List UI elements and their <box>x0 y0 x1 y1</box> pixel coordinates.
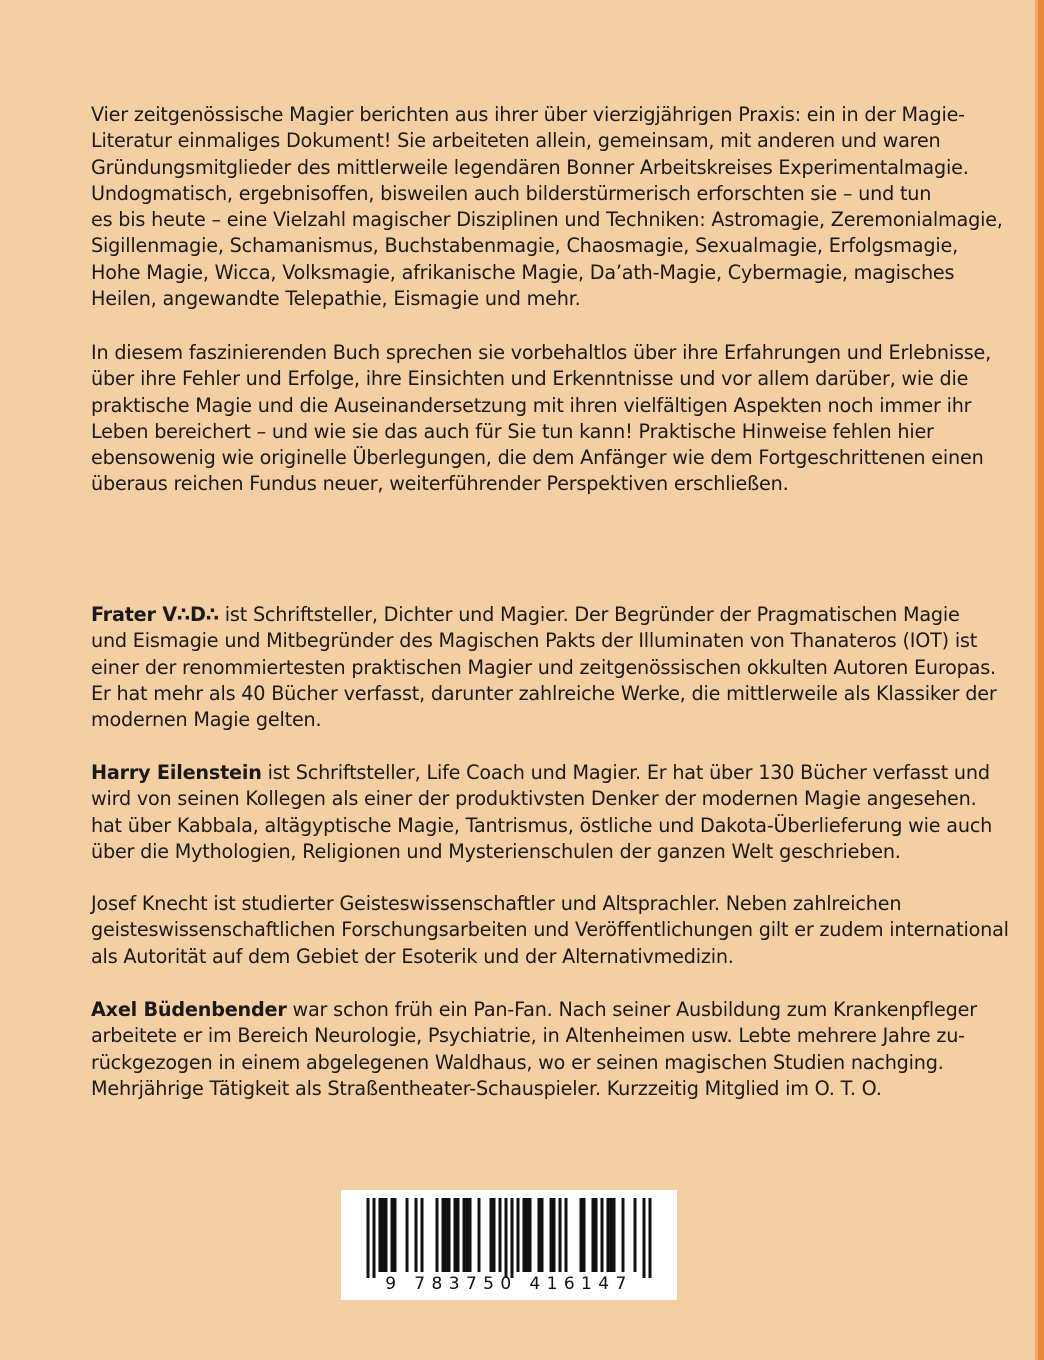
author-name: Axel Büdenbender <box>91 998 287 1021</box>
author-bio-josef <box>91 891 1021 970</box>
author-bio-line: und Eismagie und Mitbegründer des Magischen Pakts der Illuminaten von Thanateros (IOT) ist <box>91 629 978 653</box>
barcode-bar <box>523 1198 526 1272</box>
author-bio-line: einer der renommiertesten praktischen Magier und zeitgenössischen okkulten Autoren Europas. <box>91 655 996 679</box>
author-bio-frater <box>91 602 1021 733</box>
barcode-bar <box>478 1198 481 1272</box>
author-bio-line: modernen Magie gelten. <box>91 708 322 732</box>
blurb-line: Leben bereichert – und wie sie das auch für Sie tun kann! Praktische Hinweise fehlen hier <box>91 419 934 443</box>
barcode-bar <box>394 1198 397 1272</box>
barcode-bar <box>526 1198 529 1272</box>
barcode-bar <box>613 1198 616 1272</box>
barcode-bar <box>634 1198 637 1272</box>
blurb-line: Literatur einmaliges Dokument! Sie arbeiteten allein, gemeinsam, mit anderen und waren <box>91 129 941 153</box>
blurb-line: praktische Magie und die Auseinandersetzung mit ihren vielfältigen Aspekten noch immer ihr <box>91 393 972 417</box>
barcode-bar <box>607 1198 610 1272</box>
barcode-bar <box>499 1198 502 1272</box>
barcode-bar <box>415 1198 418 1272</box>
blurb-line: Heilen, angewandte Telepathie, Eismagie und mehr. <box>91 287 581 311</box>
blurb-line: über ihre Fehler und Erfolge, ihre Einsichten und Erkenntnisse und vor allem darüber, wie die <box>91 367 969 391</box>
author-bio-first-line <box>91 760 1021 786</box>
author-bio-line: wird von seinen Kollegen als einer der produktivsten Denker der modernen Magie angesehen. <box>91 787 977 811</box>
barcode-bar <box>511 1198 514 1278</box>
barcode-bar <box>406 1198 409 1272</box>
blurb-paragraph-1 <box>91 102 1021 312</box>
blurb-line: In diesem faszinierenden Buch sprechen sie vorbehaltlos über ihre Erfahrungen und Erlebnisse, <box>91 341 992 364</box>
blurb-line: Gründungsmitglieder des mittlerweile legendären Bonner Arbeitskreises Experimentalmagie. <box>91 155 969 179</box>
author-bio-line: Mehrjährige Tätigkeit als Straßentheater-Schauspieler. Kurzzeitig Mitglied im O. T. O. <box>91 1076 882 1100</box>
barcode-bar <box>559 1198 562 1272</box>
barcode-bar <box>421 1198 424 1272</box>
barcode-bar <box>493 1198 496 1272</box>
author-bio-line: hat über Kabbala, altägyptische Magie, Tantrismus, östliche und Dakota-Überlieferung wie auch <box>91 813 993 837</box>
barcode-bar <box>580 1198 583 1272</box>
barcode-bar <box>505 1198 508 1278</box>
blurb-line: Vier zeitgenössische Magier berichten aus ihrer über vierzigjährigen Praxis: ein in der Magie- <box>91 103 965 126</box>
barcode-bar <box>463 1198 466 1272</box>
barcode-bar <box>457 1198 460 1272</box>
barcode-bar <box>445 1198 448 1272</box>
isbn-digits: 9 783750 416147 <box>385 1274 633 1294</box>
barcode-bar <box>454 1198 457 1272</box>
barcode-bar <box>601 1198 604 1272</box>
blurb-line: Undogmatisch, ergebnisoffen, bisweilen auch bilderstürmerisch erforschten sie – und tun <box>91 181 932 205</box>
author-bio-axel <box>91 997 1021 1102</box>
barcode-bar <box>517 1198 520 1272</box>
barcode-bar <box>379 1198 382 1272</box>
author-bio-line: Josef Knecht ist studierter Geisteswissenschaftler und Altsprachler. Neben zahlreichen <box>91 892 902 915</box>
barcode-bar <box>448 1198 451 1272</box>
blurb-line: es bis heute – eine Vielzahl magischer Disziplinen und Techniken: Astromagie, Zeremonialmagie, <box>91 208 1003 232</box>
barcode-bar <box>469 1198 472 1272</box>
author-bio-line: geisteswissenschaftlichen Forschungsarbeiten und Veröffentlichungen gilt er zudem international <box>91 918 1009 942</box>
barcode-bar <box>565 1198 568 1272</box>
barcode-bar <box>538 1198 541 1272</box>
author-bio-first-line <box>91 602 1021 628</box>
author-bio-line: arbeitete er im Bereich Neurologie, Psychiatrie, in Altenheimen usw. Lebte mehrere Jahre zu- <box>91 1024 965 1048</box>
barcode-bar <box>490 1198 493 1272</box>
blurb-paragraph-2 <box>91 340 1021 498</box>
barcode-bar <box>550 1198 553 1272</box>
isbn-barcode <box>341 1190 677 1300</box>
blurb-line: überaus reichen Fundus neuer, weiterführender Perspektiven erschließen. <box>91 472 789 496</box>
barcode-bar <box>373 1198 376 1278</box>
author-name: Frater V∴D∴ <box>91 603 219 626</box>
author-name: Harry Eilenstein <box>91 761 262 784</box>
barcode-bar <box>436 1198 439 1272</box>
barcode-bar <box>643 1198 646 1278</box>
author-bio-line: als Autorität auf dem Gebiet der Esoterik und der Alternativmedizin. <box>91 944 734 968</box>
barcode-bar <box>466 1198 469 1272</box>
barcode-bar <box>442 1198 445 1272</box>
barcode-bar <box>592 1198 595 1272</box>
author-bio-first-line <box>91 997 1021 1023</box>
barcode-bar <box>529 1198 532 1272</box>
barcode-bar <box>367 1198 370 1278</box>
barcode-bar <box>391 1198 394 1272</box>
author-bio-harry <box>91 760 1021 865</box>
author-bio-line: Er hat mehr als 40 Bücher verfasst, darunter zahlreiche Werke, die mittlerweile als Klassiker der <box>91 681 997 705</box>
barcode-bar <box>541 1198 544 1272</box>
barcode-bar <box>622 1198 625 1272</box>
barcode-bar <box>553 1198 556 1272</box>
author-bio-line: rückgezogen in einem abgelegenen Waldhaus, wo er seinen magischen Studien nachging. <box>91 1050 944 1074</box>
blurb-line: Hohe Magie, Wicca, Volksmagie, afrikanische Magie, Da’ath-Magie, Cybermagie, magisches <box>91 260 955 284</box>
blurb-line: ebensowenig wie originelle Überlegungen, die dem Anfänger wie dem Fortgeschrittenen einen <box>91 446 984 470</box>
barcode-bar <box>382 1198 385 1272</box>
author-bio-text: ist Schriftsteller, Dichter und Magier. Der Begründer der Pragmatischen Magie <box>218 603 960 626</box>
barcode-bar <box>595 1198 598 1272</box>
author-bio-text: war schon früh ein Pan-Fan. Nach seiner Ausbildung zum Krankenpfleger <box>286 998 977 1021</box>
barcode-bar <box>649 1198 652 1278</box>
author-bio-text: ist Schriftsteller, Life Coach und Magier. Er hat über 130 Bücher verfasst und <box>261 761 990 784</box>
barcode-bar <box>610 1198 613 1272</box>
barcode-bar <box>583 1198 586 1272</box>
author-bio-line: über die Mythologien, Religionen und Mysterienschulen der ganzen Welt geschrieben. <box>91 839 901 863</box>
edge-strip <box>1038 0 1044 1360</box>
blurb-line: Sigillenmagie, Schamanismus, Buchstabenmagie, Chaosmagie, Sexualmagie, Erfolgsmagie, <box>91 234 958 258</box>
barcode-bar <box>385 1198 388 1272</box>
